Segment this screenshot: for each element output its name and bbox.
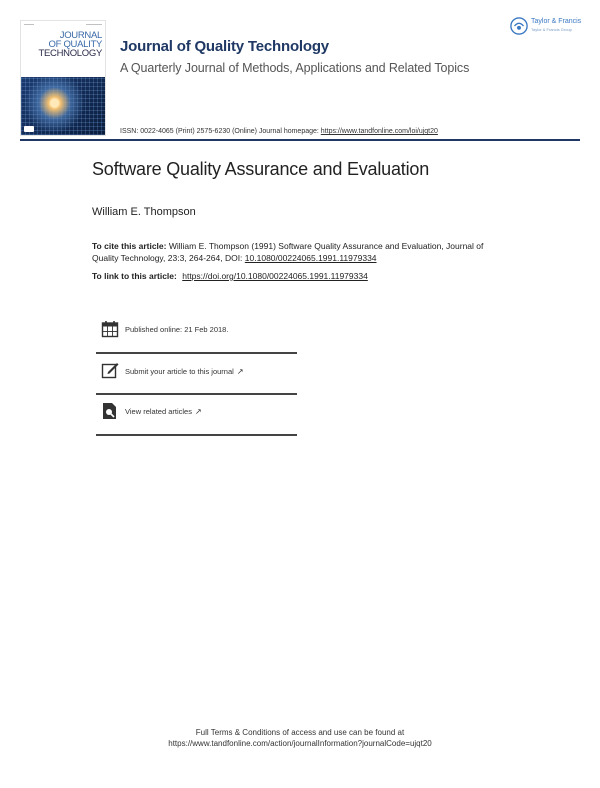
cover-artwork [21, 77, 105, 135]
row-divider-3 [96, 434, 297, 436]
cover-journal-logo: JOURNAL OF QUALITY TECHNOLOGY [38, 30, 102, 59]
external-link-icon: ↗ [194, 407, 202, 416]
edit-icon [101, 361, 119, 379]
article-title: Software Quality Assurance and Evaluation [92, 159, 429, 179]
publisher-name: Taylor & Francis [531, 18, 582, 25]
article-author: William E. Thompson [92, 206, 196, 218]
external-link-icon: ↗ [236, 367, 244, 376]
cite-label: To cite this article: [92, 241, 167, 251]
header-divider [20, 139, 580, 141]
doi-link[interactable]: 10.1080/00224065.1991.11979334 [244, 253, 377, 263]
journal-cover-thumbnail [20, 20, 106, 136]
issn-line [120, 128, 438, 135]
cover-small-print: ▬▬▬▬▬ [24, 24, 34, 26]
citation-block [92, 240, 512, 264]
publisher-tagline: Taylor & Francis Group [531, 27, 572, 32]
cite-text: William E. Thompson (1991) Software Quality Assurance and Evaluation, Journal of Quality Technology, 23:3, 264-264, DOI: [92, 241, 484, 263]
published-online-text: Published online: 21 Feb 2018. [125, 325, 229, 334]
search-document-icon [101, 402, 119, 420]
submit-article-link[interactable] [125, 367, 244, 376]
submit-article-row[interactable] [96, 361, 297, 402]
cover-badge [24, 126, 34, 132]
article-doi-url-link[interactable]: https://doi.org/10.1080/00224065.1991.11979334 [182, 271, 368, 281]
submit-article-label: Submit your article to this journal [125, 367, 234, 376]
row-divider-2 [96, 393, 297, 395]
journal-subtitle: A Quarterly Journal of Methods, Applications and Related Topics [120, 61, 470, 75]
link-label: To link to this article: [92, 271, 177, 281]
related-articles-link[interactable] [125, 407, 202, 416]
footer-terms-text: Full Terms & Conditions of access and use can be found at [195, 728, 405, 737]
article-link-line [92, 271, 368, 281]
calendar-icon [101, 320, 119, 338]
journal-title: Journal of Quality Technology [120, 38, 329, 55]
journal-homepage-link[interactable]: https://www.tandfonline.com/loi/ujqt20 [320, 128, 438, 135]
issn-text: ISSN: 0022-4065 (Print) 2575-6230 (Online) Journal homepage: [120, 128, 319, 135]
footer-terms-url[interactable]: https://www.tandfonline.com/action/journalInformation?journalCode=ujqt20 [168, 739, 432, 748]
publisher-logo [510, 17, 581, 35]
publisher-logo-icon [510, 17, 528, 35]
related-articles-row[interactable] [96, 402, 297, 443]
cover-small-print-right: ▬▬▬▬▬▬▬▬ [86, 24, 102, 26]
published-online-row [96, 320, 297, 361]
row-divider-1 [96, 352, 297, 354]
related-articles-label: View related articles [125, 407, 192, 416]
